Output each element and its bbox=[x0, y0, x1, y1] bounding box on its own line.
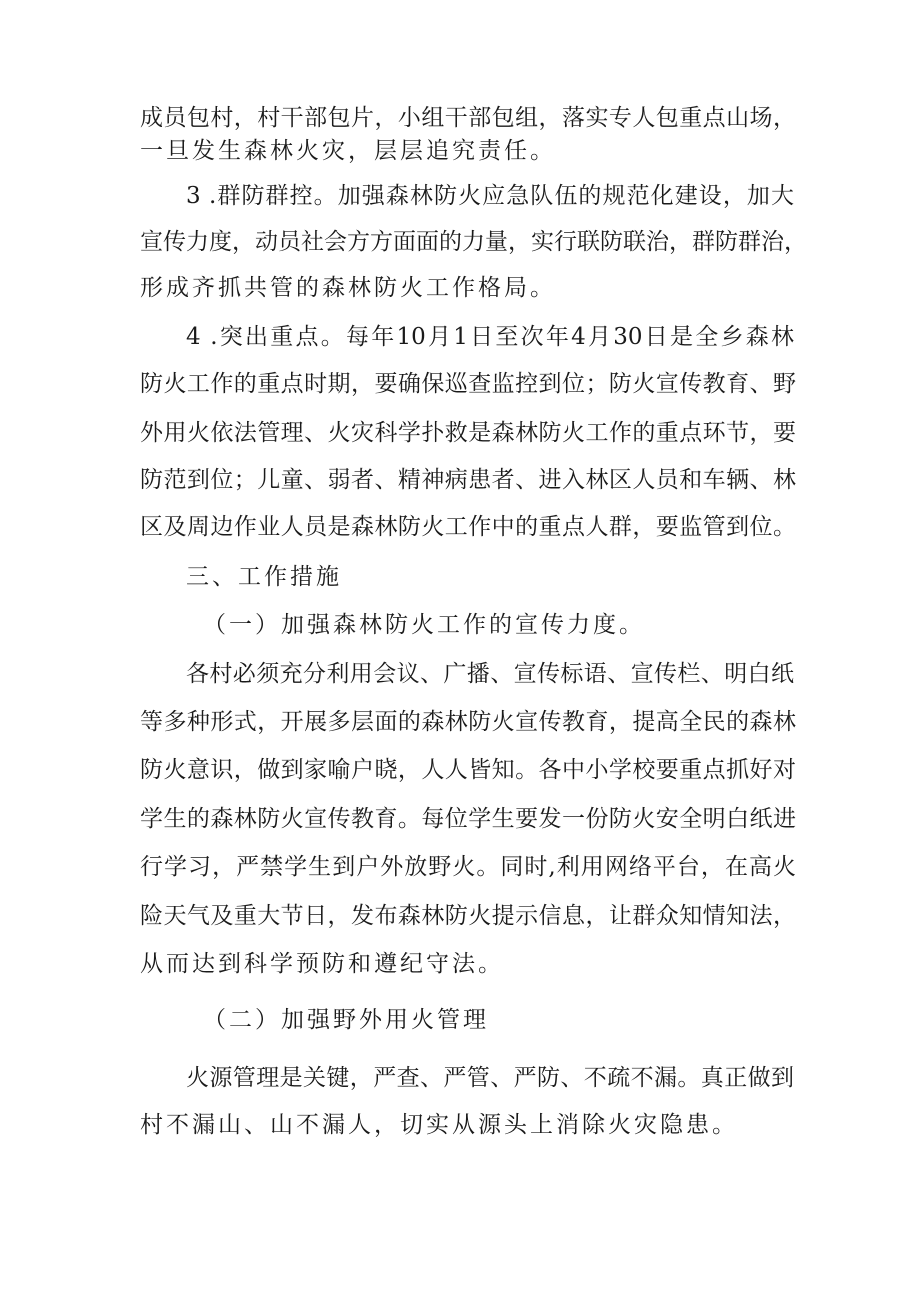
subsection-heading-2: （二）加强野外用火管理 bbox=[203, 1007, 489, 1033]
text-line-14: 等多种形式，开展多层面的森林防火宣传教育，提高全民的森林 bbox=[140, 709, 796, 735]
text-line-1: 成员包村，村干部包片，小组干部包组，落实专人包重点山场， bbox=[140, 105, 796, 131]
text-line-7: 防火工作的重点时期，要确保巡查监控到位；防火宣传教育、野 bbox=[140, 371, 796, 397]
text-line-5: 形成齐抓共管的森林防火工作格局。 bbox=[140, 275, 556, 301]
text-line-6: 4 .突出重点。每年10月1日至次年4月30日是全乡森林 bbox=[186, 324, 794, 350]
text-line-21: 火源管理是关键，严查、严管、严防、不疏不漏。真正做到 bbox=[186, 1065, 794, 1091]
text-line-13: 各村必须充分利用会议、广播、宣传标语、宣传栏、明白纸 bbox=[186, 661, 794, 687]
text-line-9: 防范到位；儿童、弱者、精神病患者、进入林区人员和车辆、林 bbox=[140, 467, 796, 493]
text-line-10: 区及周边作业人员是森林防火工作中的重点人群，要监管到位。 bbox=[140, 514, 796, 540]
text-line-22: 村不漏山、山不漏人，切实从源头上消除火灾隐患。 bbox=[140, 1112, 738, 1138]
text-line-2: 一旦发生森林火灾，层层追究责任。 bbox=[140, 138, 556, 164]
text-line-18: 险天气及重大节日，发布森林防火提示信息，让群众知情知法， bbox=[140, 903, 796, 929]
text-line-16: 学生的森林防火宣传教育。每位学生要发一份防火安全明白纸进 bbox=[140, 806, 796, 832]
text-line-15: 防火意识，做到家喻户晓，人人皆知。各中小学校要重点抓好对 bbox=[140, 757, 796, 783]
text-line-17: 行学习，严禁学生到户外放野火。同时,利用网络平台，在高火 bbox=[140, 854, 796, 880]
text-line-19: 从而达到科学预防和遵纪守法。 bbox=[140, 951, 504, 977]
text-line-8: 外用火依法管理、火灾科学扑救是森林防火工作的重点环节，要 bbox=[140, 420, 796, 446]
text-line-4: 宣传力度，动员社会方方面面的力量，实行联防联治，群防群治， bbox=[140, 229, 807, 255]
section-heading: 三、工作措施 bbox=[186, 564, 342, 590]
text-line-3: 3 .群防群控。加强森林防火应急队伍的规范化建设，加大 bbox=[186, 183, 794, 209]
subsection-heading-1: （一）加强森林防火工作的宣传力度。 bbox=[203, 612, 645, 638]
